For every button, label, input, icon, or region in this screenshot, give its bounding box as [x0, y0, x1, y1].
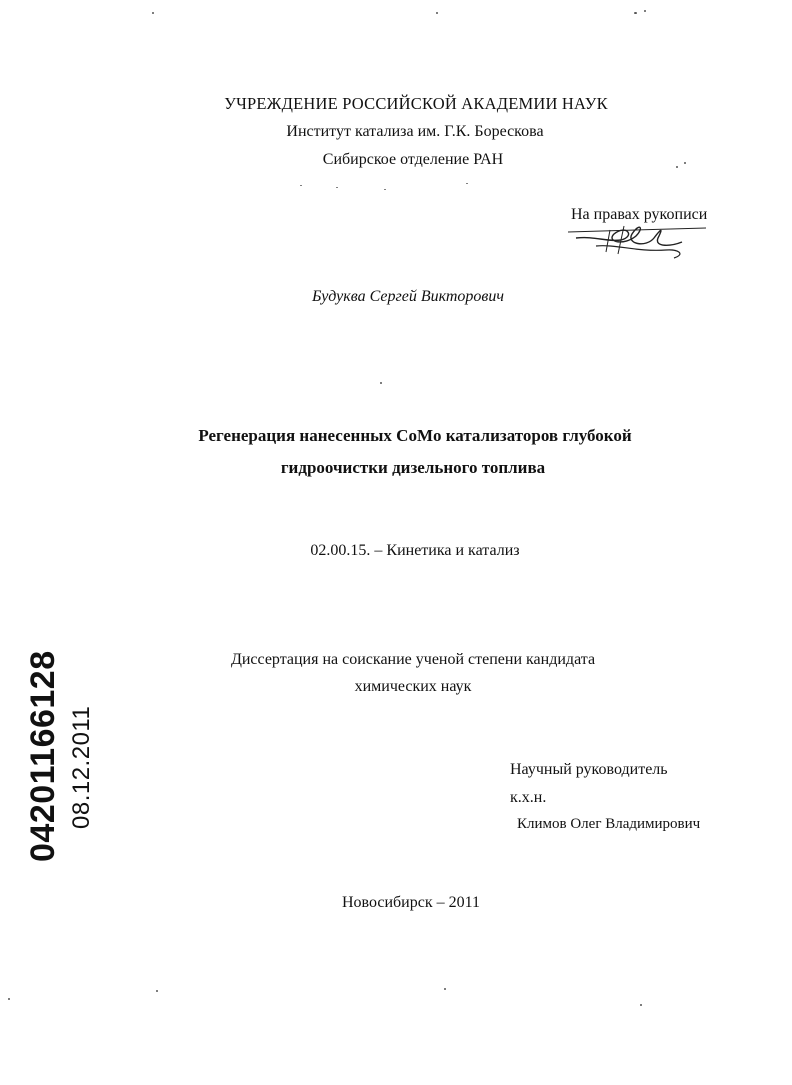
scan-speck — [300, 185, 302, 186]
scan-speck — [676, 166, 678, 168]
specialty-code: 02.00.15. – Кинетика и катализ — [310, 542, 520, 559]
branch-name: Сибирское отделение РАН — [322, 151, 504, 168]
scan-speck — [684, 162, 686, 164]
scan-speck — [380, 382, 382, 384]
scan-speck — [640, 1004, 642, 1006]
signature-icon — [566, 212, 716, 272]
thesis-title-line-1: Регенерация нанесенных CoMo катализаторов глубокой — [198, 426, 632, 445]
scan-speck — [152, 12, 154, 14]
degree-line-2: химических наук — [354, 678, 472, 695]
author-name: Будуква Сергей Викторович — [312, 288, 505, 305]
scan-speck — [156, 990, 158, 992]
thesis-title-line-2: гидроочистки дизельного топлива — [280, 458, 546, 477]
institute-name: Институт катализа им. Г.К. Борескова — [286, 123, 544, 140]
manuscript-note: На правах рукописи — [571, 206, 708, 223]
archive-code-stamp: 04201166128 — [24, 650, 62, 862]
scan-speck — [644, 10, 646, 12]
scan-speck — [466, 183, 468, 184]
archive-date-stamp: 08.12.2011 — [68, 705, 95, 829]
scan-speck — [436, 12, 438, 14]
scan-speck — [634, 12, 637, 14]
supervisor-name: Климов Олег Владимирович — [517, 816, 701, 832]
scan-speck — [444, 988, 446, 990]
scan-speck — [336, 187, 338, 188]
degree-line-1: Диссертация на соискание ученой степени кандидата — [230, 651, 596, 668]
supervisor-label: Научный руководитель — [510, 761, 668, 778]
scan-speck — [8, 998, 10, 1000]
scan-speck — [384, 189, 386, 190]
supervisor-degree: к.х.н. — [510, 789, 547, 806]
institution-name: УЧРЕЖДЕНИЕ РОССИЙСКОЙ АКАДЕМИИ НАУК — [224, 94, 608, 113]
city-year: Новосибирск – 2011 — [341, 894, 481, 911]
